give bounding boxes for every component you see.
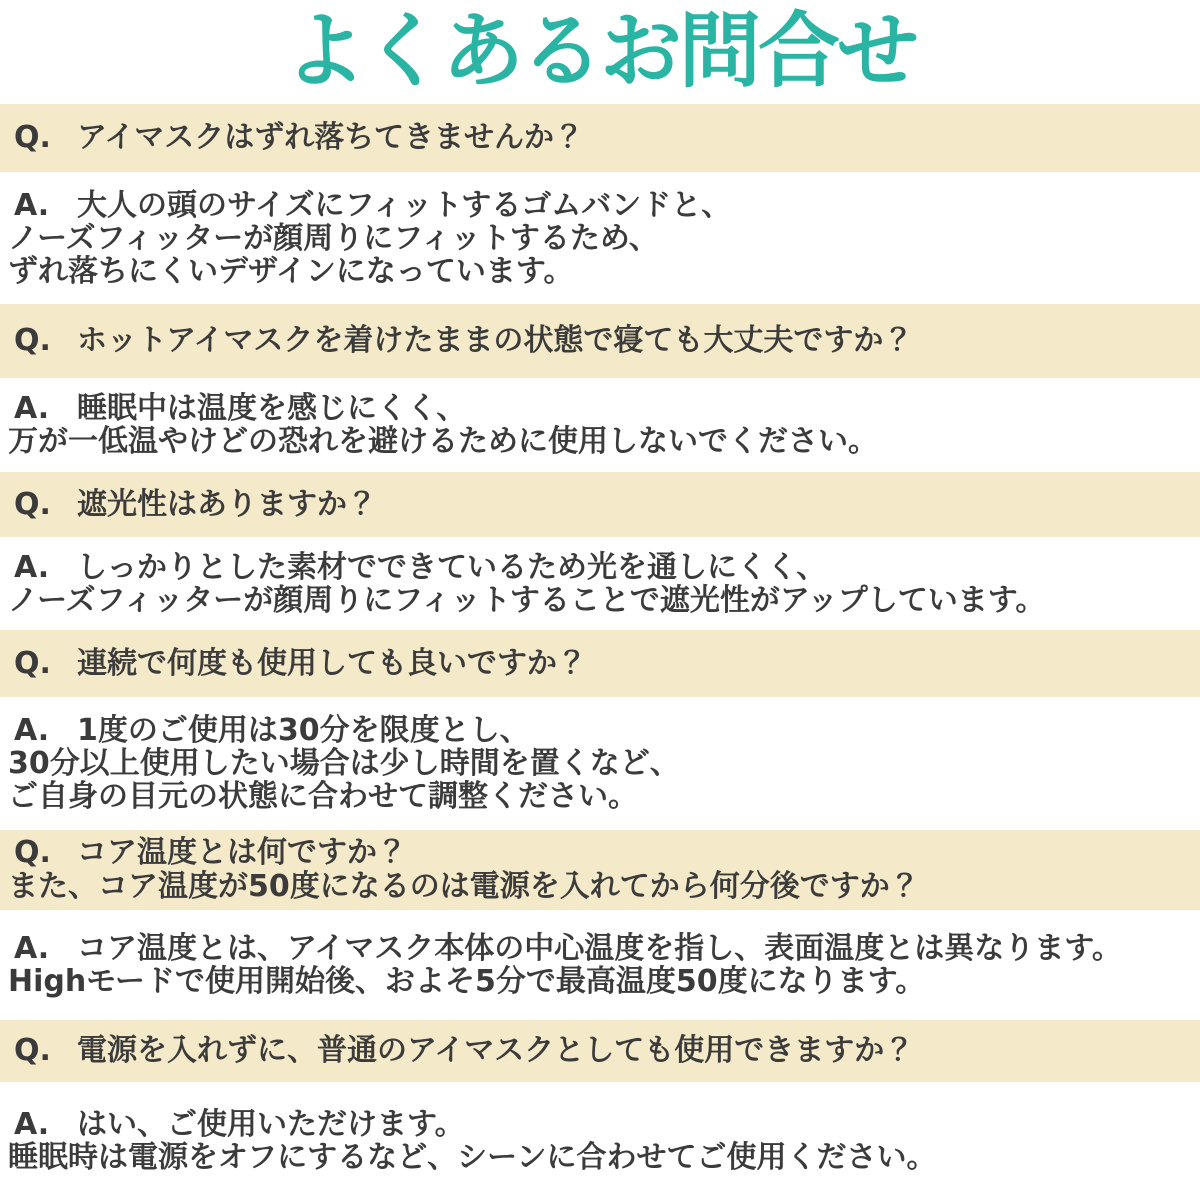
question-prefix: Q.: [14, 486, 51, 522]
question-prefix: Q.: [14, 120, 51, 155]
question-row: [0, 830, 1200, 910]
answer-prefix: A.: [14, 187, 50, 223]
question-row: [0, 1020, 1200, 1082]
answer-text: しっかりとした素材でできているため光を通しにくく、: [77, 549, 827, 585]
answer-text: 大人の頭のサイズにフィットするゴムバンドと、: [77, 187, 732, 223]
answer-block: [0, 537, 1200, 630]
answer-text: 1度のご使用は30分を限度とし、: [77, 713, 530, 748]
answer-text: ノーズフィッターが顔周りにフィットすることで遮光性がアップしています。: [8, 582, 1046, 618]
question-row: [0, 304, 1200, 378]
answer-prefix: A.: [14, 1107, 50, 1142]
question-prefix: Q.: [14, 835, 51, 870]
question-prefix: Q.: [14, 323, 51, 358]
answer-text: 睡眠時は電源をオフにするなど、シーンに合わせてご使用ください。: [8, 1140, 937, 1175]
answer-prefix: A.: [14, 931, 50, 966]
answer-block: [0, 1082, 1200, 1200]
question-text: ホットアイマスクを着けたままの状態で寝ても大丈夫ですか？: [77, 323, 914, 358]
page-title: よくあるお問合せ: [283, 4, 916, 99]
answer-text: Highモードで使用開始後、およそ5分で最高温度50度になります。: [8, 964, 926, 999]
answer-text: 万が一低温やけどの恐れを避けるために使用しないでください。: [8, 424, 878, 459]
answer-text: ノーズフィッターが顔周りにフィットするため、: [8, 220, 659, 256]
answer-block: [0, 172, 1200, 304]
question-row: [0, 104, 1200, 172]
answer-text: ずれ落ちにくいデザインになっています。: [8, 253, 574, 289]
question-text: アイマスクはずれ落ちてきませんか？: [77, 120, 584, 155]
question-prefix: Q.: [14, 645, 51, 681]
faq-item: [0, 1020, 1200, 1200]
answer-prefix: A.: [14, 391, 50, 426]
faq-item: [0, 104, 1200, 304]
faq-item: [0, 830, 1200, 1020]
question-text: 遮光性はありますか？: [77, 486, 377, 522]
answer-block: [0, 378, 1200, 472]
answer-text: コア温度とは、アイマスク本体の中心温度を指し、表面温度とは異なります。: [77, 931, 1122, 966]
page-header: [0, 0, 1200, 104]
answer-text: ご自身の目元の状態に合わせて調整ください。: [8, 779, 638, 814]
faq-item: [0, 472, 1200, 630]
question-text: 電源を入れずに、普通のアイマスクとしても使用できますか？: [77, 1033, 915, 1068]
question-text: また、コア温度が50度になるのは電源を入れてから何分後ですか？: [8, 869, 920, 904]
answer-block: [0, 697, 1200, 830]
faq-item: [0, 304, 1200, 472]
question-row: [0, 472, 1200, 537]
answer-text: はい、ご使用いただけます。: [77, 1107, 465, 1142]
question-text: 連続で何度も使用しても良いですか？: [77, 645, 587, 681]
answer-text: 睡眠中は温度を感じにくく、: [77, 391, 467, 426]
faq-item: [0, 630, 1200, 830]
answer-text: 30分以上使用したい場合は少し時間を置くなど、: [8, 746, 680, 781]
answer-prefix: A.: [14, 549, 50, 585]
question-prefix: Q.: [14, 1033, 51, 1068]
answer-block: [0, 910, 1200, 1020]
question-text: コア温度とは何ですか？: [77, 835, 407, 870]
answer-prefix: A.: [14, 713, 50, 748]
question-row: [0, 630, 1200, 697]
